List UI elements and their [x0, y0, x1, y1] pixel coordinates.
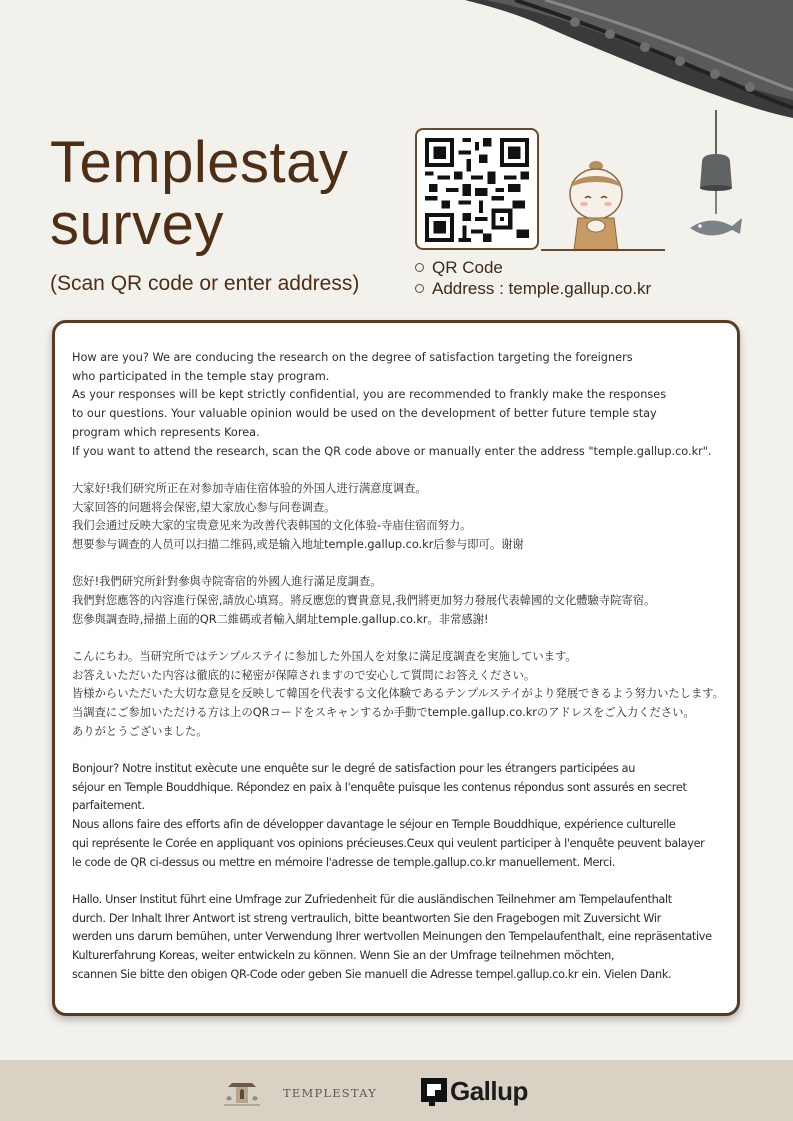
monk-mascot-illustration [560, 160, 640, 252]
footer-bar [0, 1060, 793, 1121]
wind-bell-illustration [680, 110, 750, 250]
page-subtitle: (Scan QR code or enter address) [50, 272, 360, 295]
qr-code-graphic [425, 138, 529, 242]
paragraph-english: How are you? We are conducing the research on the degree of satisfaction targeting the foreigners who participated in the temple stay program. As your responses will be kept strictly confidential, you are recommended to frankly make the responses to our questions. Your valuable opinion would be used on the development of better future temple stay program which represents Korea. If you want to attend the research, scan the QR code above or manually enter the address "temple.gallup.co.kr". [72, 351, 712, 458]
list-item [415, 278, 651, 299]
page-title [50, 132, 348, 256]
divider-line [541, 249, 665, 251]
templestay-wordmark: TEMPLESTAY [283, 1086, 377, 1100]
templestay-logo-icon [222, 1073, 262, 1109]
paragraph-japanese: こんにちわ。当研究所ではテンプルステイに参加した外国人を対象に満足度調査を実施しています。 お答えいただいた内容は徹底的に秘密が保障されますので安心して質問にお答えください。 皆様からいただいた大切な意見を反映して韓国を代表する文化体験であるテンプルステイがより発展できるよう努力いたします。 当調査にご参加いただける方は上のQRコードをスキャンするか手動でtemple.gallup.co.krのアドレスをご入力ください。 ありがとうございました。 [72, 649, 724, 738]
paragraph-german: Hallo. Unser Institut führt eine Umfrage zur Zufriedenheit für die ausländischen Teilnehmer am Tempelaufenthalt durch. Der Inhalt Ihrer Antwort ist streng vertraulich, bitte beantworten Sie den Fragebogen mit Zuversicht Wir werden uns darum bemühen, unter Verwendung Ihrer wertvollen Meinungen den Tempelaufenthalt, eine repräsentative Kulturerfahrung Koreas, weiter entwickeln zu können. Wenn Sie an der Umfrage teilnehmen möchten, scannen Sie bitte den obigen QR-Code oder geben Sie manuell die Adresse tempel.gallup.co.kr ein. Vielen Dank. [72, 892, 712, 981]
paragraph-chinese-simplified: 大家好!我们研究所正在对参加寺庙住宿体验的外国人进行满意度调查。 大家回答的问题将会保密,望大家放心参与问卷调查。 我们会通过反映大家的宝贵意见来为改善代表韩国的文化体验-寺庙住宿而努力。 想要参与调查的人员可以扫描二维码,或是输入地址temple.gallup.co.kr后参与即可。谢谢 [72, 481, 524, 551]
message-card [52, 320, 740, 1016]
gallup-wordmark: Gallup [450, 1076, 528, 1106]
title-line-1: Templestay [50, 130, 349, 195]
paragraph-french: Bonjour? Notre institut exècute une enquête sur le degré de satisfaction pour les étrangers participées au séjour en Temple Bouddhique. Répondez en paix à l'enquête puisque les contenus répondus sont assurés en secret parfaitement. Nous allons faire des efforts afin de développer davantage le séjour en Temple Bouddhique, expérience culturelle qui représente le Corée en appliquant vos opinions précieuses.Ceux qui veulent participer à l'enquête peuvent balayer le code de QR ci-dessus ou mettre en mémoire l'adresse de temple.gallup.co.kr manuellement. Merci. [72, 762, 705, 869]
list-item: QR Code [415, 257, 651, 278]
survey-address: Address : temple.gallup.co.kr [432, 279, 652, 298]
message-body [72, 349, 732, 1003]
access-methods-list [415, 257, 651, 299]
title-line-2: survey [50, 192, 224, 257]
paragraph-chinese-traditional: 您好!我們研究所針對參與寺院寄宿的外國人進行滿足度調查。 我們對您應答的內容進行保密,請放心填寫。將反應您的寶貴意見,我們將更加努力發展代表韓國的文化體驗寺院寄宿。 您參與調查時,掃描上面的QR二維碼或者輸入網址temple.gallup.co.kr。非常感謝! [72, 575, 656, 626]
qr-code[interactable] [415, 128, 539, 250]
gallup-logo-icon [421, 1078, 447, 1106]
bullet-icon [415, 284, 424, 293]
bullet-icon [415, 263, 424, 272]
